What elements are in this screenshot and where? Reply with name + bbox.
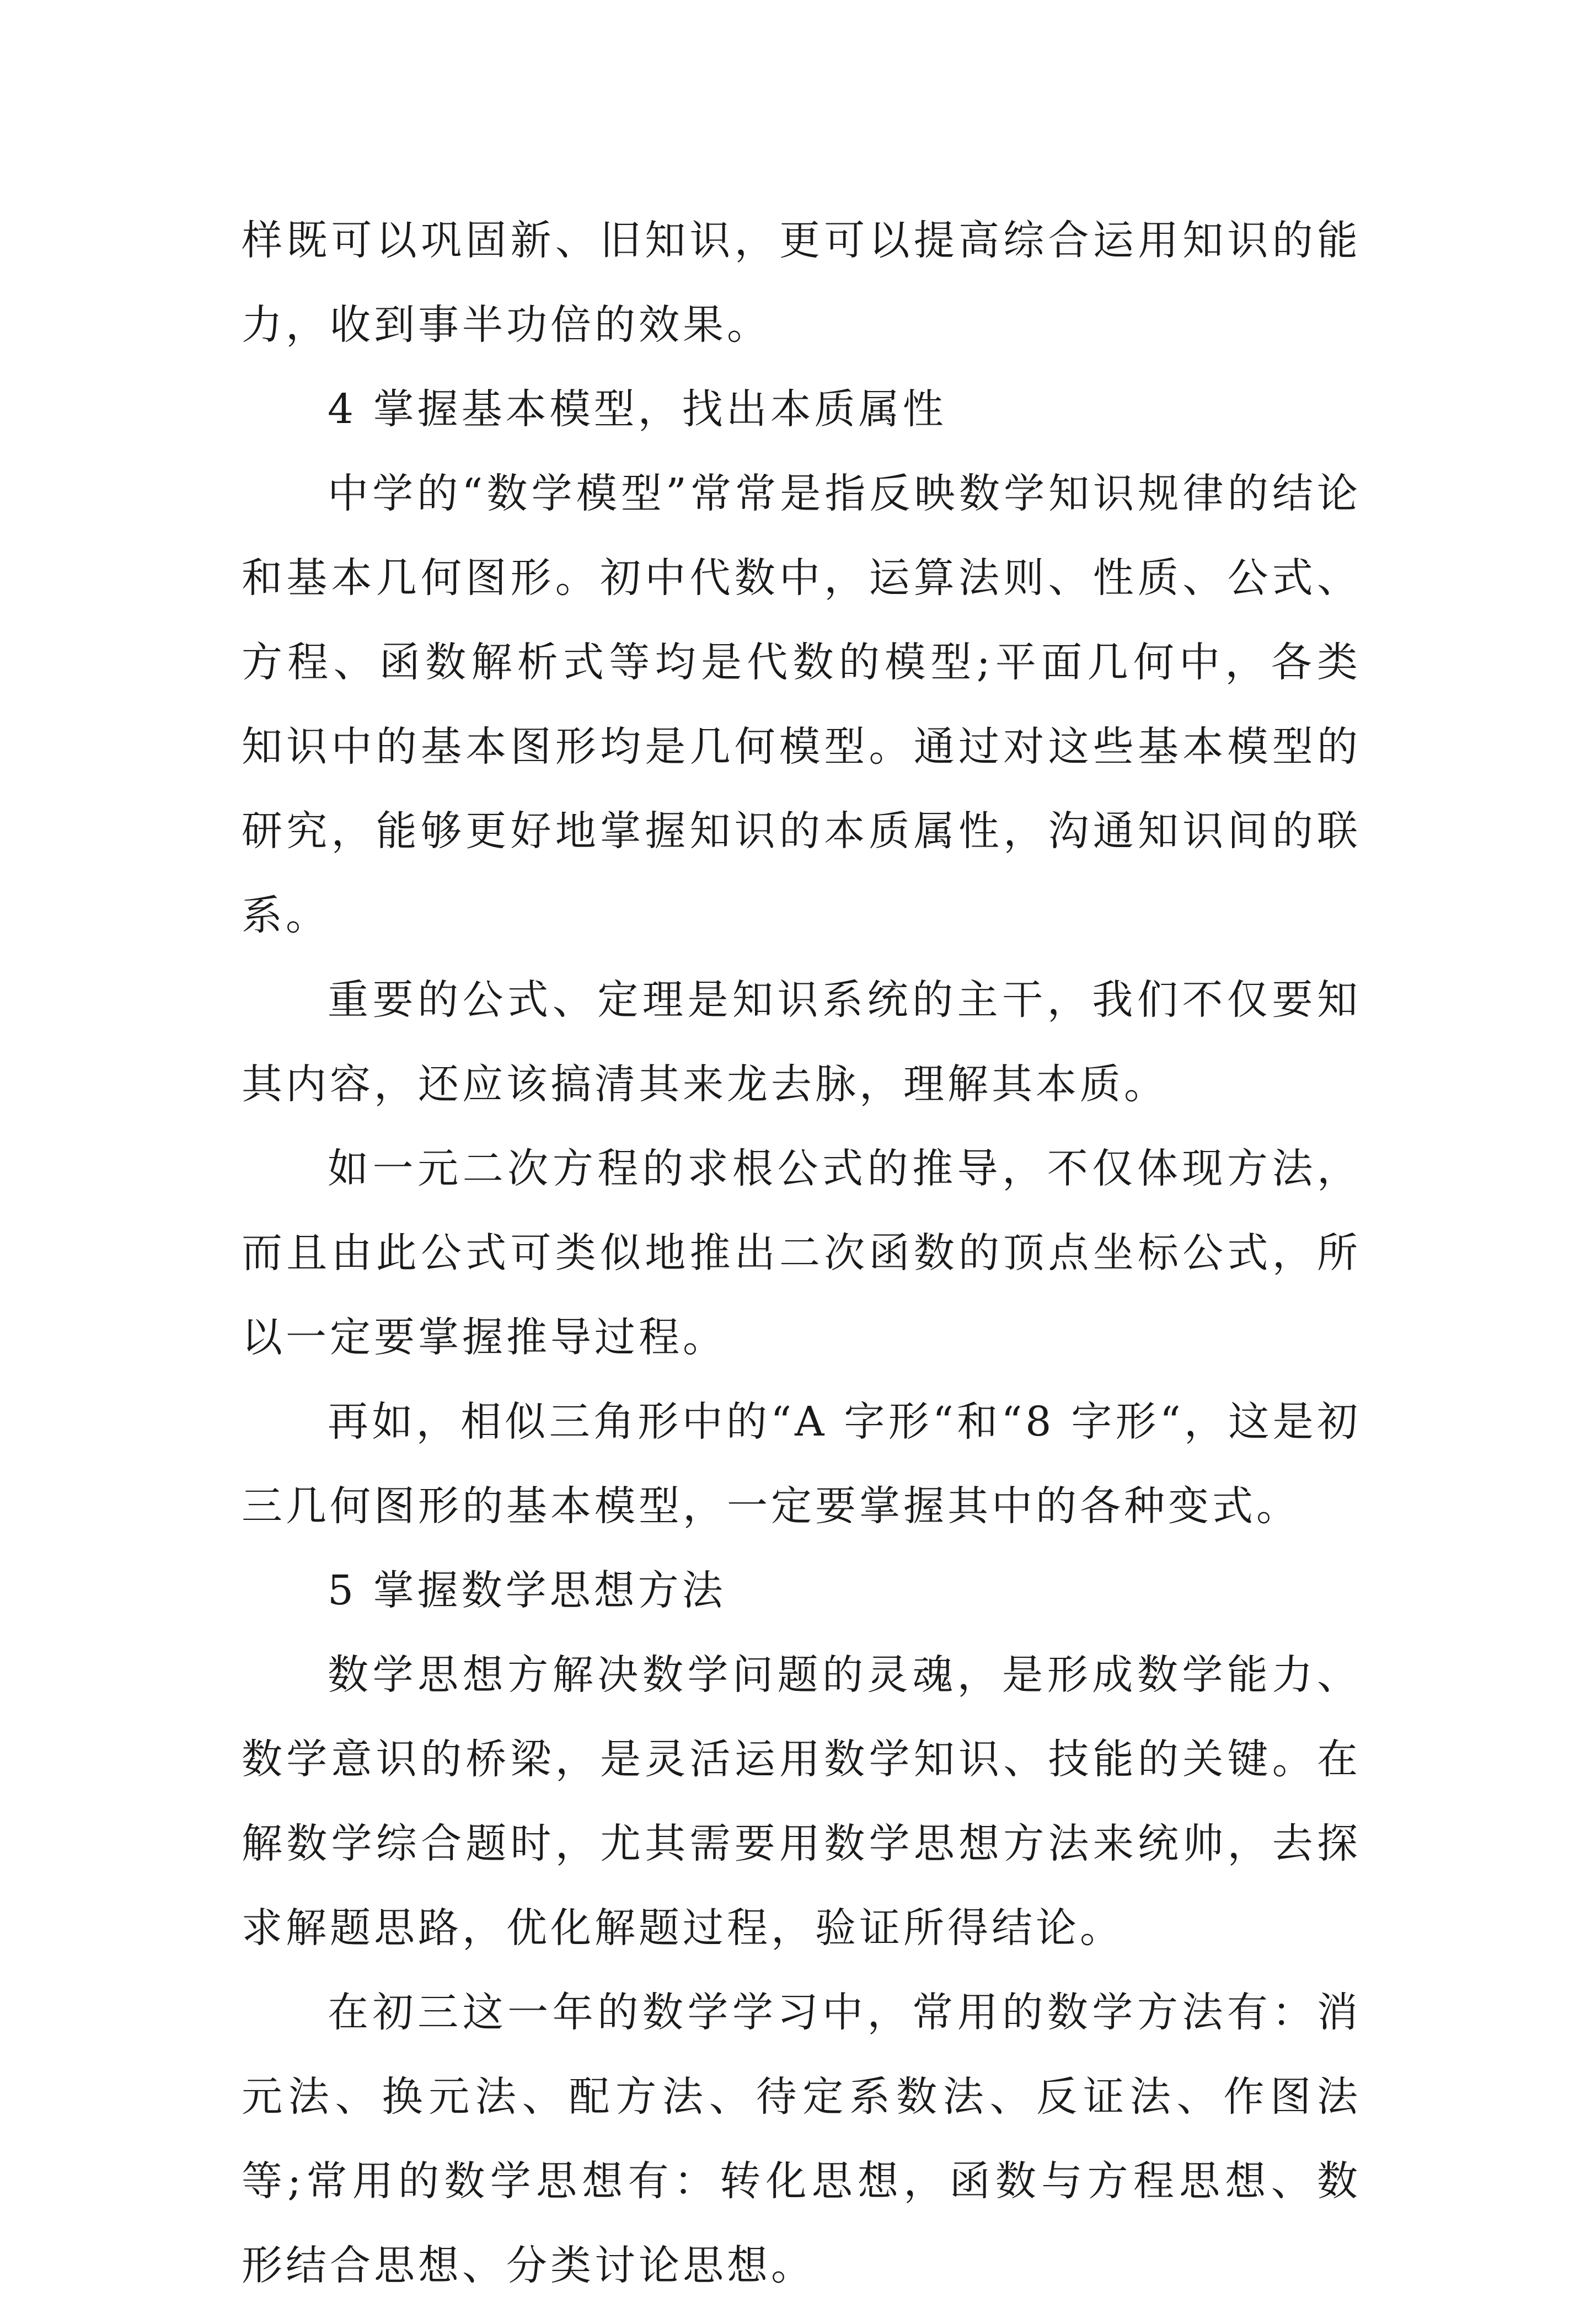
paragraph-math-models: 中学的“数学模型”常常是指反映数学知识规律的结论和基本几何图形。初中代数中，运算法则、性质、公式、方程、函数解析式等均是代数的模型;平面几何中，各类知识中的基本图形均是几何模型。通过对这些基本模型的研究，能够更好地掌握知识的本质属性，沟通知识间的联系。 — [242, 470, 1361, 939]
paragraph-quadratic-formula: 如一元二次方程的求根公式的推导，不仅体现方法，而且由此公式可类似地推出二次函数的顶点坐标公式，所以一定要掌握推导过程。 — [242, 1145, 1361, 1361]
document-body — [242, 199, 1361, 2308]
paragraph-common-methods: 在初三这一年的数学学习中，常用的数学方法有：消元法、换元法、配方法、待定系数法、反证法、作图法等;常用的数学思想有：转化思想，函数与方程思想、数形结合思想、分类讨论思想。 — [242, 1989, 1361, 2289]
paragraph-continuation: 样既可以巩固新、旧知识，更可以提高综合运用知识的能力，收到事半功倍的效果。 — [242, 217, 1361, 349]
paragraph-math-thinking: 数学思想方解决数学问题的灵魂，是形成数学能力、数学意识的桥梁，是灵活运用数学知识、技能的关键。在解数学综合题时，尤其需要用数学思想方法来统帅，去探求解题思路，优化解题过程，验证所得结论。 — [242, 1651, 1361, 1952]
paragraph-similar-triangles: 再如，相似三角形中的“A 字形“和“8 字形“，这是初三几何图形的基本模型，一定要掌握其中的各种变式。 — [242, 1398, 1361, 1530]
section-heading-4: 4 掌握基本模型，找出本质属性 — [328, 385, 947, 433]
section-heading-5: 5 掌握数学思想方法 — [328, 1567, 726, 1614]
paragraph-formulas-theorems: 重要的公式、定理是知识系统的主干，我们不仅要知其内容，还应该搞清其来龙去脉，理解其本质。 — [242, 976, 1361, 1108]
